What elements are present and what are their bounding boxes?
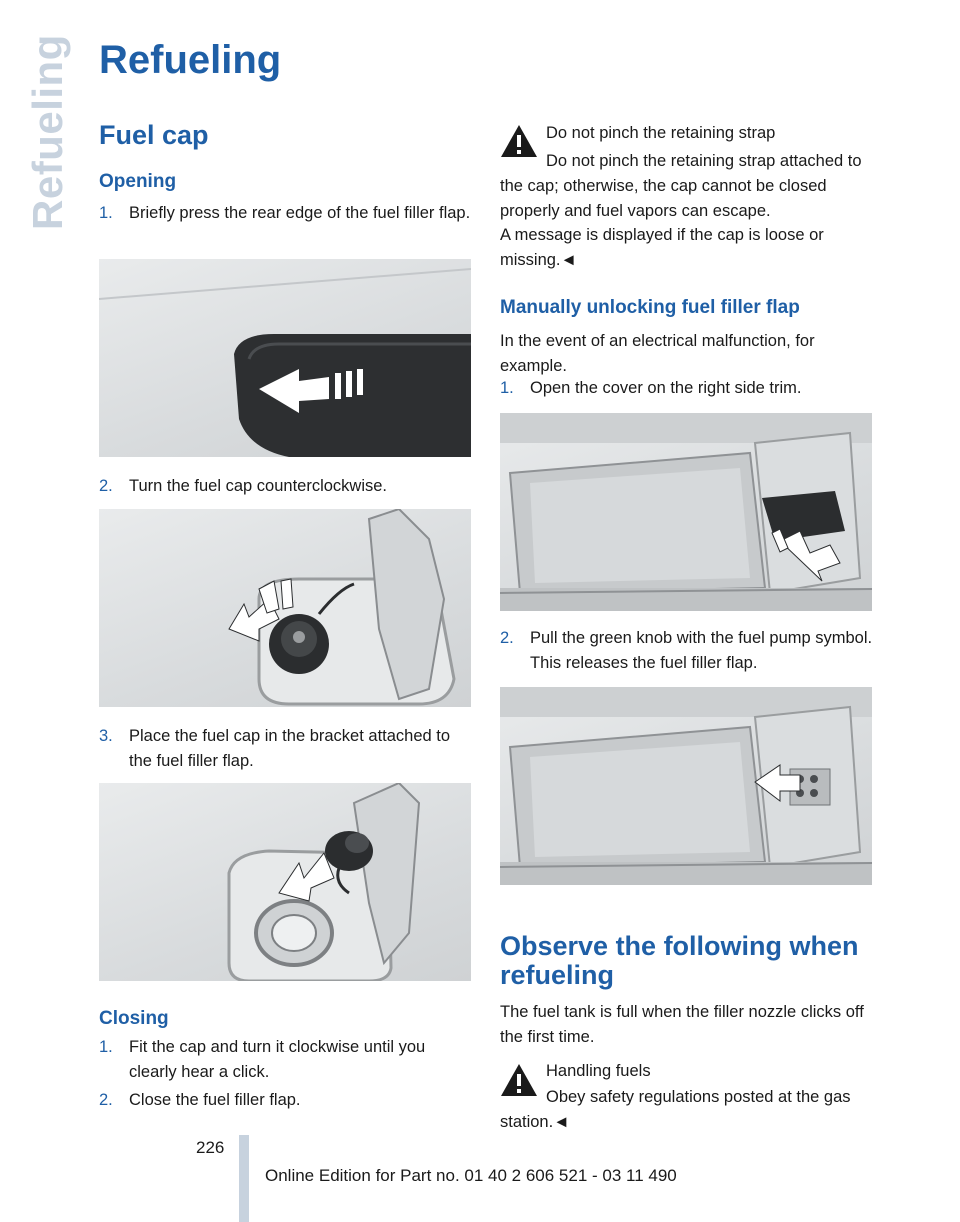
step-manual-1	[500, 376, 874, 401]
warning1-title: Do not pinch the retaining strap	[546, 124, 776, 142]
observe-text: The fuel tank is full when the filler nozzle clicks off the first time.	[500, 1003, 864, 1046]
footer-edition-text: Online Edition for Part no. 01 40 2 606 521 - 03 11 490	[265, 1166, 677, 1185]
figure-turn-fuel-cap	[99, 509, 471, 707]
step-opening-2	[99, 474, 473, 499]
figure-press-fuel-flap	[99, 259, 471, 457]
step-number: 1.	[99, 204, 113, 222]
cap-bracket-illustration	[99, 783, 471, 981]
step-text: Briefly press the rear edge of the fuel filler flap.	[129, 204, 471, 222]
side-chapter-label: Refueling	[24, 34, 71, 230]
figure-green-knob	[500, 687, 872, 885]
page-title: Refueling	[99, 38, 282, 82]
warning2-title: Handling fuels	[546, 1062, 651, 1080]
step-opening-1	[99, 201, 473, 226]
figure-trunk-side-trim	[500, 413, 872, 611]
step-text: Turn the fuel cap counterclockwise.	[129, 477, 388, 495]
manual-intro: In the event of an electrical malfunction, for example.	[500, 332, 815, 375]
section-title-fuel-cap: Fuel cap	[99, 120, 209, 150]
heading-observe-wrapper	[500, 932, 874, 990]
warning2-body: Obey safety regulations posted at the gas station.◄	[500, 1088, 851, 1131]
step-text: Close the fuel filler flap.	[129, 1091, 301, 1109]
heading-closing: Closing	[99, 1008, 169, 1029]
step-closing-2	[99, 1088, 473, 1113]
step-number: 3.	[99, 727, 113, 745]
fuel-cap-illustration	[99, 509, 471, 707]
figure-place-cap-in-bracket	[99, 783, 471, 981]
step-number: 2.	[500, 629, 514, 647]
step-opening-3	[99, 724, 473, 774]
heading-manual-unlock: Manually unlocking fuel filler flap	[500, 297, 800, 318]
release-knob-illustration	[500, 687, 872, 885]
step-manual-2	[500, 626, 874, 676]
footer-accent-bar	[239, 1135, 249, 1222]
side-chapter-tab	[14, 34, 74, 240]
step-text: Pull the green knob with the fuel pump symbol. This releases the fuel filler flap.	[530, 629, 873, 672]
step-number: 2.	[99, 1091, 113, 1109]
fuel-flap-illustration	[99, 259, 471, 457]
step-text: Place the fuel cap in the bracket attached to the fuel filler flap.	[129, 727, 451, 770]
step-closing-1	[99, 1035, 473, 1085]
heading-observe: Observe the following when refueling	[500, 931, 859, 990]
trunk-cover-illustration	[500, 413, 872, 611]
step-text: Open the cover on the right side trim.	[530, 379, 802, 397]
step-number: 1.	[500, 379, 514, 397]
step-number: 1.	[99, 1038, 113, 1056]
step-number: 2.	[99, 477, 113, 495]
warning1-note: A message is displayed if the cap is loose or missing.◄	[500, 226, 824, 269]
step-text: Fit the cap and turn it clockwise until you clearly hear a click.	[129, 1038, 426, 1081]
heading-opening: Opening	[99, 171, 177, 192]
warning1-body: Do not pinch the retaining strap attached to the cap; otherwise, the cap cannot be closed properly and fuel vapors can escape.	[500, 152, 862, 220]
page-number: 226	[196, 1138, 225, 1157]
